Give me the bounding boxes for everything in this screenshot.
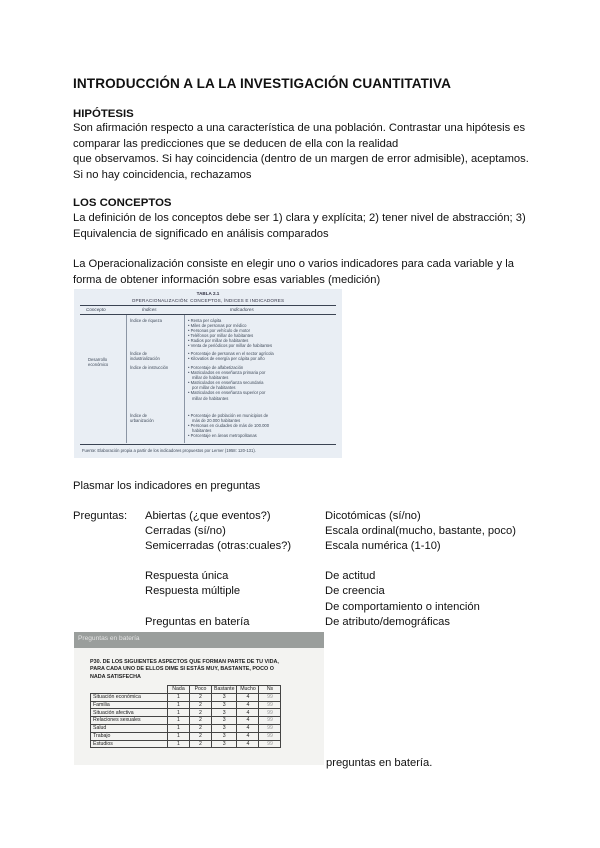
tipo-respuesta: Respuesta múltiple (145, 585, 241, 597)
indice-line: urbanización (130, 418, 154, 424)
tipo-respuesta: Respuesta única (145, 570, 229, 582)
preguntas-label: Preguntas: (73, 510, 128, 522)
tipo-contenido: De atributo/demográficas (325, 616, 450, 628)
table-title: OPERACIONALIZACIÓN: CONCEPTOS, ÍNDICES E INDICADORES (131, 298, 285, 303)
bateria-table (90, 685, 281, 748)
cell: 99 (259, 724, 281, 732)
cell: 2 (190, 724, 212, 732)
cell: 1 (168, 693, 190, 701)
indicadores-cell (188, 318, 272, 349)
cell: 1 (168, 701, 190, 709)
row-label: Situación económica (91, 693, 168, 701)
concepto-line: Desarrollo (88, 357, 108, 362)
cell: 3 (212, 693, 237, 701)
cell: 4 (237, 732, 259, 740)
conceptos-paragraph (73, 211, 543, 242)
cell: 2 (190, 740, 212, 748)
concepto-line: económico (88, 362, 109, 368)
indice-cell: Índice de instrucción (130, 365, 169, 370)
table-row (91, 724, 281, 732)
cell: 2 (190, 693, 212, 701)
table-row (91, 717, 281, 725)
cell: 3 (212, 732, 237, 740)
header-cell: Nada (168, 686, 190, 694)
indicador: • Renta per cápita (188, 318, 222, 323)
concepto-cell (88, 357, 108, 367)
table-row (91, 732, 281, 740)
operacionalizacion-line: forma de obtener información sobre esas variables (medición) (73, 273, 381, 286)
indicador: por millar de habitantes (192, 385, 236, 391)
tipo-escala: Escala numérica (1-10) (325, 540, 441, 552)
indicador: • Porcentaje de población en municipios de (188, 413, 269, 418)
hipotesis-line: Si no hay coincidencia, rechazamos (73, 168, 252, 181)
indicadores-cell (188, 365, 265, 401)
tipo-contenido: De actitud (325, 570, 376, 582)
bateria-table-image (74, 632, 324, 765)
indicador: • Matriculados en enseñanza secundaria (188, 380, 264, 386)
table-header-row (80, 305, 336, 315)
cell: 3 (212, 724, 237, 732)
cell: 4 (237, 701, 259, 709)
image-title-bar (74, 632, 324, 648)
cell: 2 (190, 732, 212, 740)
indicadores-cell (188, 413, 269, 438)
cell: 4 (237, 709, 259, 717)
indice-line: industrialización (130, 356, 160, 362)
table-row (91, 740, 281, 748)
indicador: • Venta de periódicos por millar de habitantes (188, 343, 273, 349)
header-cell: Mucho (237, 686, 259, 694)
cell: 1 (168, 717, 190, 725)
indicador: • Porcentaje de alfabetización (188, 365, 244, 370)
indice-cell (130, 413, 154, 423)
indicador: millar de habitantes (192, 395, 229, 401)
hipotesis-line: que observamos. Si hay coincidencia (dentro de un margen de error admisible), aceptamos. (73, 153, 529, 166)
table-divider (126, 315, 127, 443)
row-label: Salud (91, 724, 168, 732)
cell: 99 (259, 717, 281, 725)
table-col-header: Índices (142, 307, 157, 312)
question-line: NADA SATISFECHA (90, 673, 141, 680)
conceptos-line: Equivalencia de significado en análisis comparados (73, 227, 329, 240)
tipo-contenido: De creencia (325, 585, 385, 597)
hipotesis-heading: HIPÓTESIS (73, 108, 134, 120)
indicadores-cell (188, 351, 274, 361)
table-source: Fuente: Elaboración propia a partir de los indicadores propuestos por Lerner (1958: 120-131). (82, 448, 256, 453)
empty-cell (91, 686, 168, 694)
header-cell: Bastante (212, 686, 237, 694)
indicador: • Porcentaje de personas en el sector agrícola (188, 351, 274, 356)
indicador: • Kilovatios de energía per cápita por año (188, 356, 265, 362)
hipotesis-paragraph (73, 121, 543, 183)
indicador: • Porcentaje en áreas metropolitanas (188, 433, 257, 439)
conceptos-heading: LOS CONCEPTOS (73, 197, 172, 209)
indice-cell: Índice de riqueza (130, 318, 162, 323)
cell: 99 (259, 709, 281, 717)
tipo-escala: Escala ordinal(mucho, bastante, poco) (325, 525, 516, 537)
indicador: millar de habitantes (192, 375, 229, 381)
cell: 99 (259, 701, 281, 709)
hipotesis-line: Son afirmación respecto a una característica de una población. Contrastar una hipótesis es (73, 122, 526, 134)
tipo-pregunta: Semicerradas (otras:cuales?) (145, 540, 292, 552)
indice-line: Índice de (130, 351, 147, 356)
operacionalizacion-table-image (74, 289, 342, 458)
cell: 99 (259, 693, 281, 701)
indicador: • Miles de personas por médico (188, 323, 247, 329)
image-title: Preguntas en batería (78, 635, 140, 642)
cell: 1 (168, 732, 190, 740)
table-row (91, 701, 281, 709)
row-label: Situación afectiva (91, 709, 168, 717)
header-cell: Poco (190, 686, 212, 694)
table-col-header: Concepto (86, 307, 106, 312)
cell: 4 (237, 693, 259, 701)
row-label: Relaciones sexuales (91, 717, 168, 725)
table-col-header: Indicadores (230, 307, 254, 312)
indicador: • Matriculados en enseñanza primaria por (188, 370, 266, 376)
row-label: Estudios (91, 740, 168, 748)
indice-cell (130, 351, 160, 361)
cell: 2 (190, 709, 212, 717)
question-line: P30. DE LOS SIGUIENTES ASPECTOS QUE FORMAN PARTE DE TU VIDA, (90, 659, 279, 665)
tipo-pregunta: Abiertas (¿que eventos?) (145, 510, 271, 522)
table-row (91, 709, 281, 717)
indicador: • Matriculados en enseñanza superior por (188, 390, 266, 396)
cell: 1 (168, 724, 190, 732)
table-header-row (91, 686, 281, 694)
operacionalizacion-line: La Operacionalización consiste en elegir uno o varios indicadores para cada variable y la (73, 258, 514, 270)
cell: 2 (190, 701, 212, 709)
cell: 1 (168, 709, 190, 717)
cell: 2 (190, 717, 212, 725)
cell: 1 (168, 740, 190, 748)
table-divider (80, 444, 336, 445)
cell: 3 (212, 709, 237, 717)
question-line: PARA CADA UNO DE ELLOS DIME SI ESTÁS MUY, BASTANTE, POCO O (90, 666, 274, 673)
indicador: • Radios por millar de habitantes (188, 338, 249, 344)
tipo-contenido: De comportamiento o intención (325, 601, 480, 613)
indicador: • Personas en ciudades de más de 100.000 (188, 423, 270, 429)
header-cell: Ns (259, 686, 281, 694)
cell: 4 (237, 724, 259, 732)
cell: 3 (212, 701, 237, 709)
operacionalizacion-paragraph (73, 257, 543, 288)
tipo-escala: Dicotómicas (sí/no) (325, 510, 421, 522)
indice-line: Índice de (130, 413, 147, 418)
page-title: INTRODUCCIÓN A LA LA INVESTIGACIÓN CUANTITATIVA (73, 76, 452, 91)
cell: 4 (237, 740, 259, 748)
cell: 99 (259, 740, 281, 748)
bateria-caption: preguntas en batería. (326, 757, 433, 769)
table-divider (184, 315, 185, 443)
table-label: TABLA 2.1 (196, 291, 220, 296)
indicador: habitantes (192, 428, 212, 434)
cell: 3 (212, 717, 237, 725)
row-label: Trabajo (91, 732, 168, 740)
cell: 3 (212, 740, 237, 748)
indicador: • Personas por vehículo de motor (188, 328, 250, 334)
table-row (91, 693, 281, 701)
conceptos-line: La definición de los conceptos debe ser 1) clara y explícita; 2) tener nivel de abstracción; 3) (73, 212, 526, 224)
cell: 99 (259, 732, 281, 740)
preguntas-bateria-label: Preguntas en batería (145, 616, 250, 628)
hipotesis-line: comparar las predicciones que se deducen de ella con la realidad (73, 137, 399, 150)
row-label: Familia (91, 701, 168, 709)
tipo-pregunta: Cerradas (sí/no) (145, 525, 226, 537)
plasmar-text: Plasmar los indicadores en preguntas (73, 480, 261, 492)
bateria-question (90, 659, 279, 681)
cell: 4 (237, 717, 259, 725)
indicador: • Teléfonos por millar de habitantes (188, 333, 254, 339)
indicador: más de 20.000 habitantes (192, 418, 241, 424)
